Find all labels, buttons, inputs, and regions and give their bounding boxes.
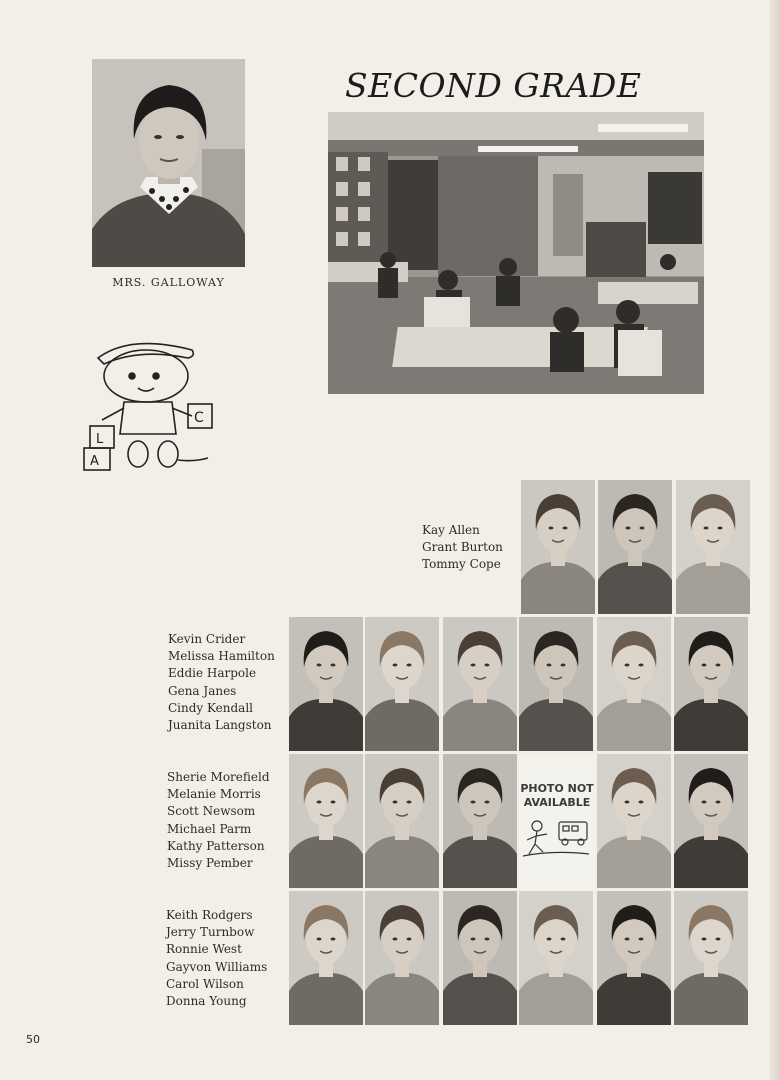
student-name: Sherie Morefield <box>167 770 270 784</box>
student-portrait <box>597 891 671 1025</box>
student-name: Melissa Hamilton <box>168 649 275 664</box>
student-name: Cindy Kendall <box>168 700 254 715</box>
teacher-name: MRS. GALLOWAY <box>112 276 225 289</box>
student-portrait <box>365 891 439 1025</box>
student-name: Juanita Langston <box>168 718 272 733</box>
svg-text:A: A <box>90 454 99 469</box>
student-name: Jerry Turnbow <box>166 925 255 940</box>
student-portrait <box>674 754 748 888</box>
student-name: Eddie Harpole <box>168 666 257 681</box>
student-portrait <box>443 891 517 1025</box>
student-name: Kay Allen <box>422 523 480 537</box>
student-portrait <box>443 754 517 888</box>
photo-not-available-line-2: AVAILABLE <box>523 796 591 809</box>
student-name: Gayvon Williams <box>166 959 268 974</box>
page-title: SECOND GRADE <box>345 66 642 105</box>
student-name: Carol Wilson <box>166 976 244 991</box>
student-name: Melanie Morris <box>167 787 261 802</box>
svg-text:C: C <box>194 410 204 426</box>
photo-not-available-line-1: PHOTO NOT <box>520 782 594 795</box>
student-portrait <box>598 480 672 614</box>
student-portrait <box>443 617 517 751</box>
student-name: Ronnie West <box>166 942 242 957</box>
student-name: Missy Pember <box>167 856 253 871</box>
student-portrait <box>597 617 671 751</box>
student-portrait <box>365 617 439 751</box>
student-portrait <box>289 891 363 1025</box>
student-name: Tommy Cope <box>422 557 501 572</box>
photo-not-available <box>519 756 595 890</box>
student-portrait <box>674 617 748 751</box>
student-name: Michael Parm <box>167 821 252 836</box>
student-name: Keith Rodgers <box>166 908 253 922</box>
student-portrait <box>674 891 748 1025</box>
teacher-photo <box>92 59 245 267</box>
name-list-row-2 <box>168 631 275 734</box>
student-portrait <box>676 480 750 614</box>
student-portrait <box>365 754 439 888</box>
name-list-row-1 <box>422 522 503 574</box>
svg-text:L: L <box>96 432 104 447</box>
name-list-row-3 <box>167 769 270 872</box>
student-name: Scott Newsom <box>167 804 256 819</box>
name-list-row-4 <box>166 907 267 1010</box>
student-name: Grant Burton <box>422 540 503 555</box>
student-name: Donna Young <box>166 994 247 1009</box>
student-portrait <box>521 480 595 614</box>
classroom-photo <box>328 112 704 394</box>
page-edge <box>770 0 780 1080</box>
bus-cartoon-icon <box>523 814 591 860</box>
student-portrait <box>597 754 671 888</box>
student-portrait <box>289 754 363 888</box>
student-name: Kevin Crider <box>168 632 246 646</box>
student-portrait <box>519 891 593 1025</box>
student-portrait <box>289 617 363 751</box>
photo-not-available-text <box>519 782 595 810</box>
student-portrait <box>519 617 593 751</box>
page-number: 50 <box>26 1033 40 1046</box>
student-name: Gena Janes <box>168 683 237 698</box>
student-name: Kathy Patterson <box>167 838 265 853</box>
mascot-drawing-icon <box>80 336 220 472</box>
